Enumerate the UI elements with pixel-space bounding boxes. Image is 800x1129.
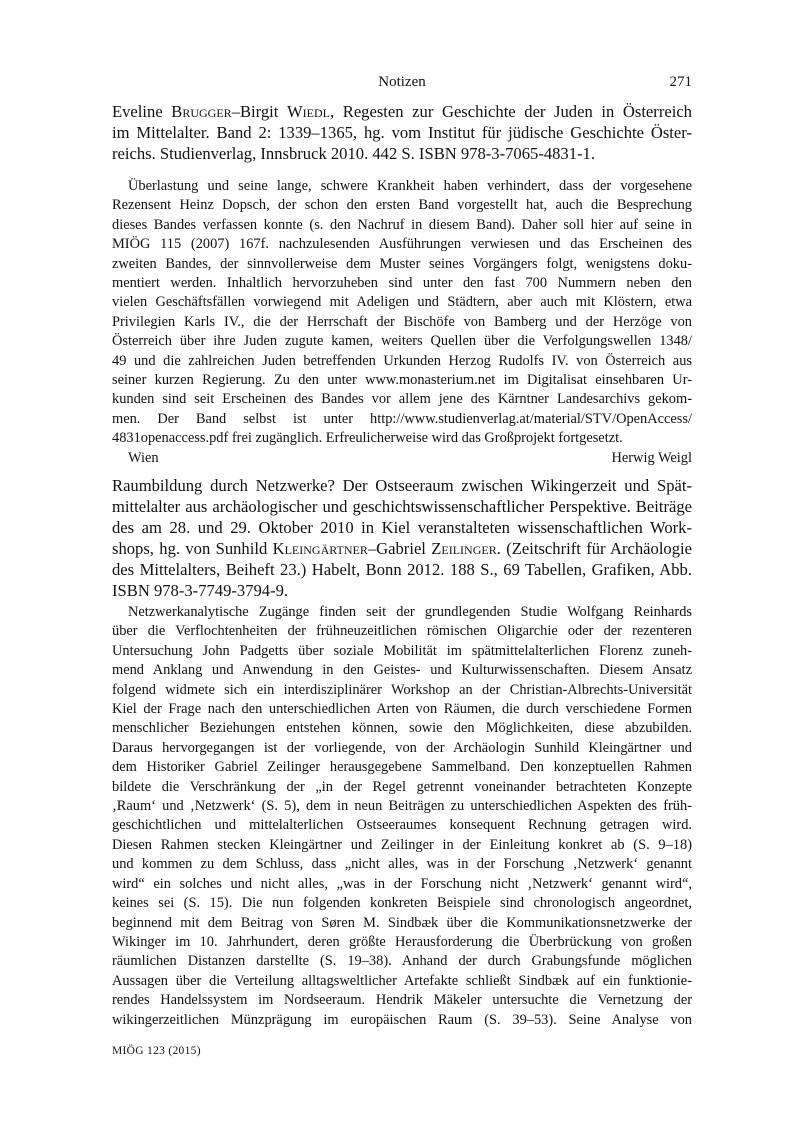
body-line: Überlastung und seine lange, schwere Krankheit haben verhindert, dass der vorgesehene bbox=[128, 178, 692, 194]
author-surname: Zeilinger bbox=[431, 539, 497, 558]
review1-body bbox=[112, 177, 692, 468]
body-line: wird“ ein solches und nicht alles, „was in der Forschung nicht ‚Netzwerk‘ genannt wird“, bbox=[112, 875, 692, 892]
body-line: kunden sind seit Erscheinen des Bandes vor allem jene des Kärntner Landesarchivs gekom- bbox=[112, 391, 692, 408]
body-line: mentiert werden. Inhaltlich hervorzuheben sind unter den fast 700 Nummern neben den bbox=[112, 275, 692, 292]
body-line: beginnend mit dem Beitrag von Søren M. Sindbæk über die Kommunikationsnetzwerke der bbox=[112, 914, 692, 931]
body-line: ‚Raum‘ und ‚Netzwerk‘ (S. 5), dem in neun Beiträgen zu unterschiedlichen Aspekten des früh- bbox=[112, 798, 692, 815]
body-line: geschichtlichen und mittelalterlichen Ostseeraumes konsequent Rechnung getragen wird. bbox=[112, 817, 692, 834]
body-line: Untersuchung John Padgetts über soziale Mobilität im spätmittelalterlichen Florenz zuneh- bbox=[112, 642, 692, 659]
body-line: Rezensent Heinz Dopsch, der schon den ersten Band vorgestellt hat, auch die Besprechung bbox=[112, 197, 692, 214]
body-line: Kiel der Frage nach den unterschiedlichen Arten von Räumen, die durch verschiedene Formen bbox=[112, 701, 692, 718]
body-line: dieses Bandes verfassen konnte (s. den Nachruf in diesem Band). Daher soll hier auf seine in bbox=[112, 216, 692, 233]
author-surname: Kleingärtner bbox=[272, 539, 368, 558]
citation-line: Raumbildung durch Netzwerke? Der Ostseeraum zwischen Wikingerzeit und Spät- bbox=[112, 476, 692, 495]
body-line: mend Anklang und Anwendung in den Geistes- und Kulturwissenschaften. Diesem Ansatz bbox=[112, 662, 692, 679]
journal-footer: MIÖG 123 (2015) bbox=[112, 1045, 201, 1057]
body-line: men. Der Band selbst ist unter http://www.studienverlag.at/material/STV/OpenAccess/ bbox=[112, 410, 692, 427]
body-line: bildete die Verschränkung der „in der Regel getrennt voneinander betrachteten Konzepte bbox=[112, 778, 692, 795]
body-line: rendes Handelssystem im Nordseeraum. Hendrik Mäkeler untersuchte die Vernetzung der bbox=[112, 992, 692, 1009]
body-line: über die Verflochtenheiten der frühneuzeitlichen römischen Oligarchie oder der rezenteren bbox=[112, 623, 692, 640]
body-line: Netzwerkanalytische Zugänge finden seit der grundlegenden Studie Wolfgang Reinhards bbox=[128, 604, 692, 620]
citation-line: shops, hg. von Sunhild Kleingärtner–Gabriel Zeilinger. (Zeitschrift für Archäologie bbox=[112, 539, 692, 558]
body-line: Österreich über ihre Juden zugute kamen, weiters Quellen über die Verfolgungswellen 1348/ bbox=[112, 333, 692, 350]
citation-line: im Mittelalter. Band 2: 1339–1365, hg. vom Institut für jüdische Geschichte Öster- bbox=[112, 123, 692, 142]
body-line: 49 und die zahlreichen Juden betreffenden Urkunden Herzog Rudolfs IV. von Österreich aus bbox=[112, 352, 692, 369]
body-line: seiner kurzen Regierung. Zu den unter www.monasterium.net im Digitalisat einsehbaren Ur- bbox=[112, 372, 692, 389]
body-line: keines sei (S. 15). Die nun folgenden konkreten Beispiele sind chronologisch angeordnet, bbox=[112, 895, 692, 912]
review2-citation bbox=[112, 475, 692, 601]
body-line: zweiten Bandes, der sinnvollerweise dem Muster seines Vorgängers folgt, wenigstens doku- bbox=[112, 255, 692, 272]
body-line: folgend widmete sich ein interdisziplinärer Workshop an der Christian-Albrechts-Universität bbox=[112, 681, 692, 698]
body-line: räumlichen Distanzen darstellte (S. 19–38). Anhand der durch Grabungsfunde möglichen bbox=[112, 953, 692, 970]
body-line: Aussagen über die Verteilung alltagsweltlicher Artefakte schließt Sindbæk auf ein funktionie- bbox=[112, 972, 692, 989]
body-line: wikingerzeitlichen Münzprägung im europäischen Raum (S. 39–53). Seine Analyse von bbox=[112, 1011, 692, 1028]
body-line: Privilegien Karls IV., die der Herrschaft der Bischöfe von Bamberg und der Herzöge von bbox=[112, 313, 692, 330]
citation-line: des Mittelalters, Beiheft 23.) Habelt, Bonn 2012. 188 S., 69 Tabellen, Grafiken, Abb. bbox=[112, 560, 692, 579]
running-header bbox=[112, 74, 692, 94]
review2-body bbox=[112, 603, 692, 1030]
page-number: 271 bbox=[669, 74, 692, 90]
citation-line: Eveline Brugger–Birgit Wiedl, Regesten zur Geschichte der Juden in Österreich bbox=[112, 102, 692, 121]
body-line: Daraus hervorgegangen ist der vorliegende, von der Archäologin Sunhild Kleingärtner und bbox=[112, 739, 692, 756]
body-line: 4831openaccess.pdf frei zugänglich. Erfreulicherweise wird das Großprojekt fortgesetzt. bbox=[112, 430, 623, 447]
body-line: vielen Geschäftsfällen vorwiegend mit Adeligen und Städtern, aber auch mit Klöstern, etwa bbox=[112, 294, 692, 311]
signature-place: Wien bbox=[128, 449, 159, 466]
signature-author: Herwig Weigl bbox=[611, 449, 692, 466]
body-line: Wikinger im 10. Jahrhundert, deren größte Herausforderung die Überbrückung von großen bbox=[112, 933, 692, 950]
signature-line bbox=[112, 449, 692, 468]
author-surname: Wiedl bbox=[287, 102, 330, 121]
author-surname: Brugger bbox=[171, 102, 232, 121]
body-line: MIÖG 115 (2007) 167f. nachzulesenden Ausführungen verwiesen und das Erscheinen des bbox=[112, 236, 692, 253]
citation-line: reichs. Studienverlag, Innsbruck 2010. 442 S. ISBN 978-3-7065-4831-1. bbox=[112, 144, 596, 163]
body-line: und kommen zu dem Schluss, dass „nicht alles, was in der Forschung ‚Netzwerk‘ genannt bbox=[112, 856, 692, 873]
citation-line: ISBN 978-3-7749-3794-9. bbox=[112, 581, 289, 600]
body-line: dem Historiker Gabriel Zeilinger herausgegebene Sammelband. Den konzeptuellen Rahmen bbox=[112, 759, 692, 776]
running-header-title: Notizen bbox=[378, 74, 426, 90]
citation-line: mittelalter aus archäologischer und geschichtswissenschaftlicher Perspektive. Beiträge bbox=[112, 497, 692, 516]
review1-citation bbox=[112, 101, 692, 164]
body-line: menschlicher Beziehungen entstehen können, sowie den Möglichkeiten, diese abzubilden. bbox=[112, 720, 692, 737]
citation-line: des am 28. und 29. Oktober 2010 in Kiel veranstalteten wissenschaftlichen Work- bbox=[112, 518, 692, 537]
body-line: Diesen Rahmen stecken Kleingärtner und Zeilinger in der Einleitung konkret ab (S. 9–18) bbox=[112, 836, 692, 853]
